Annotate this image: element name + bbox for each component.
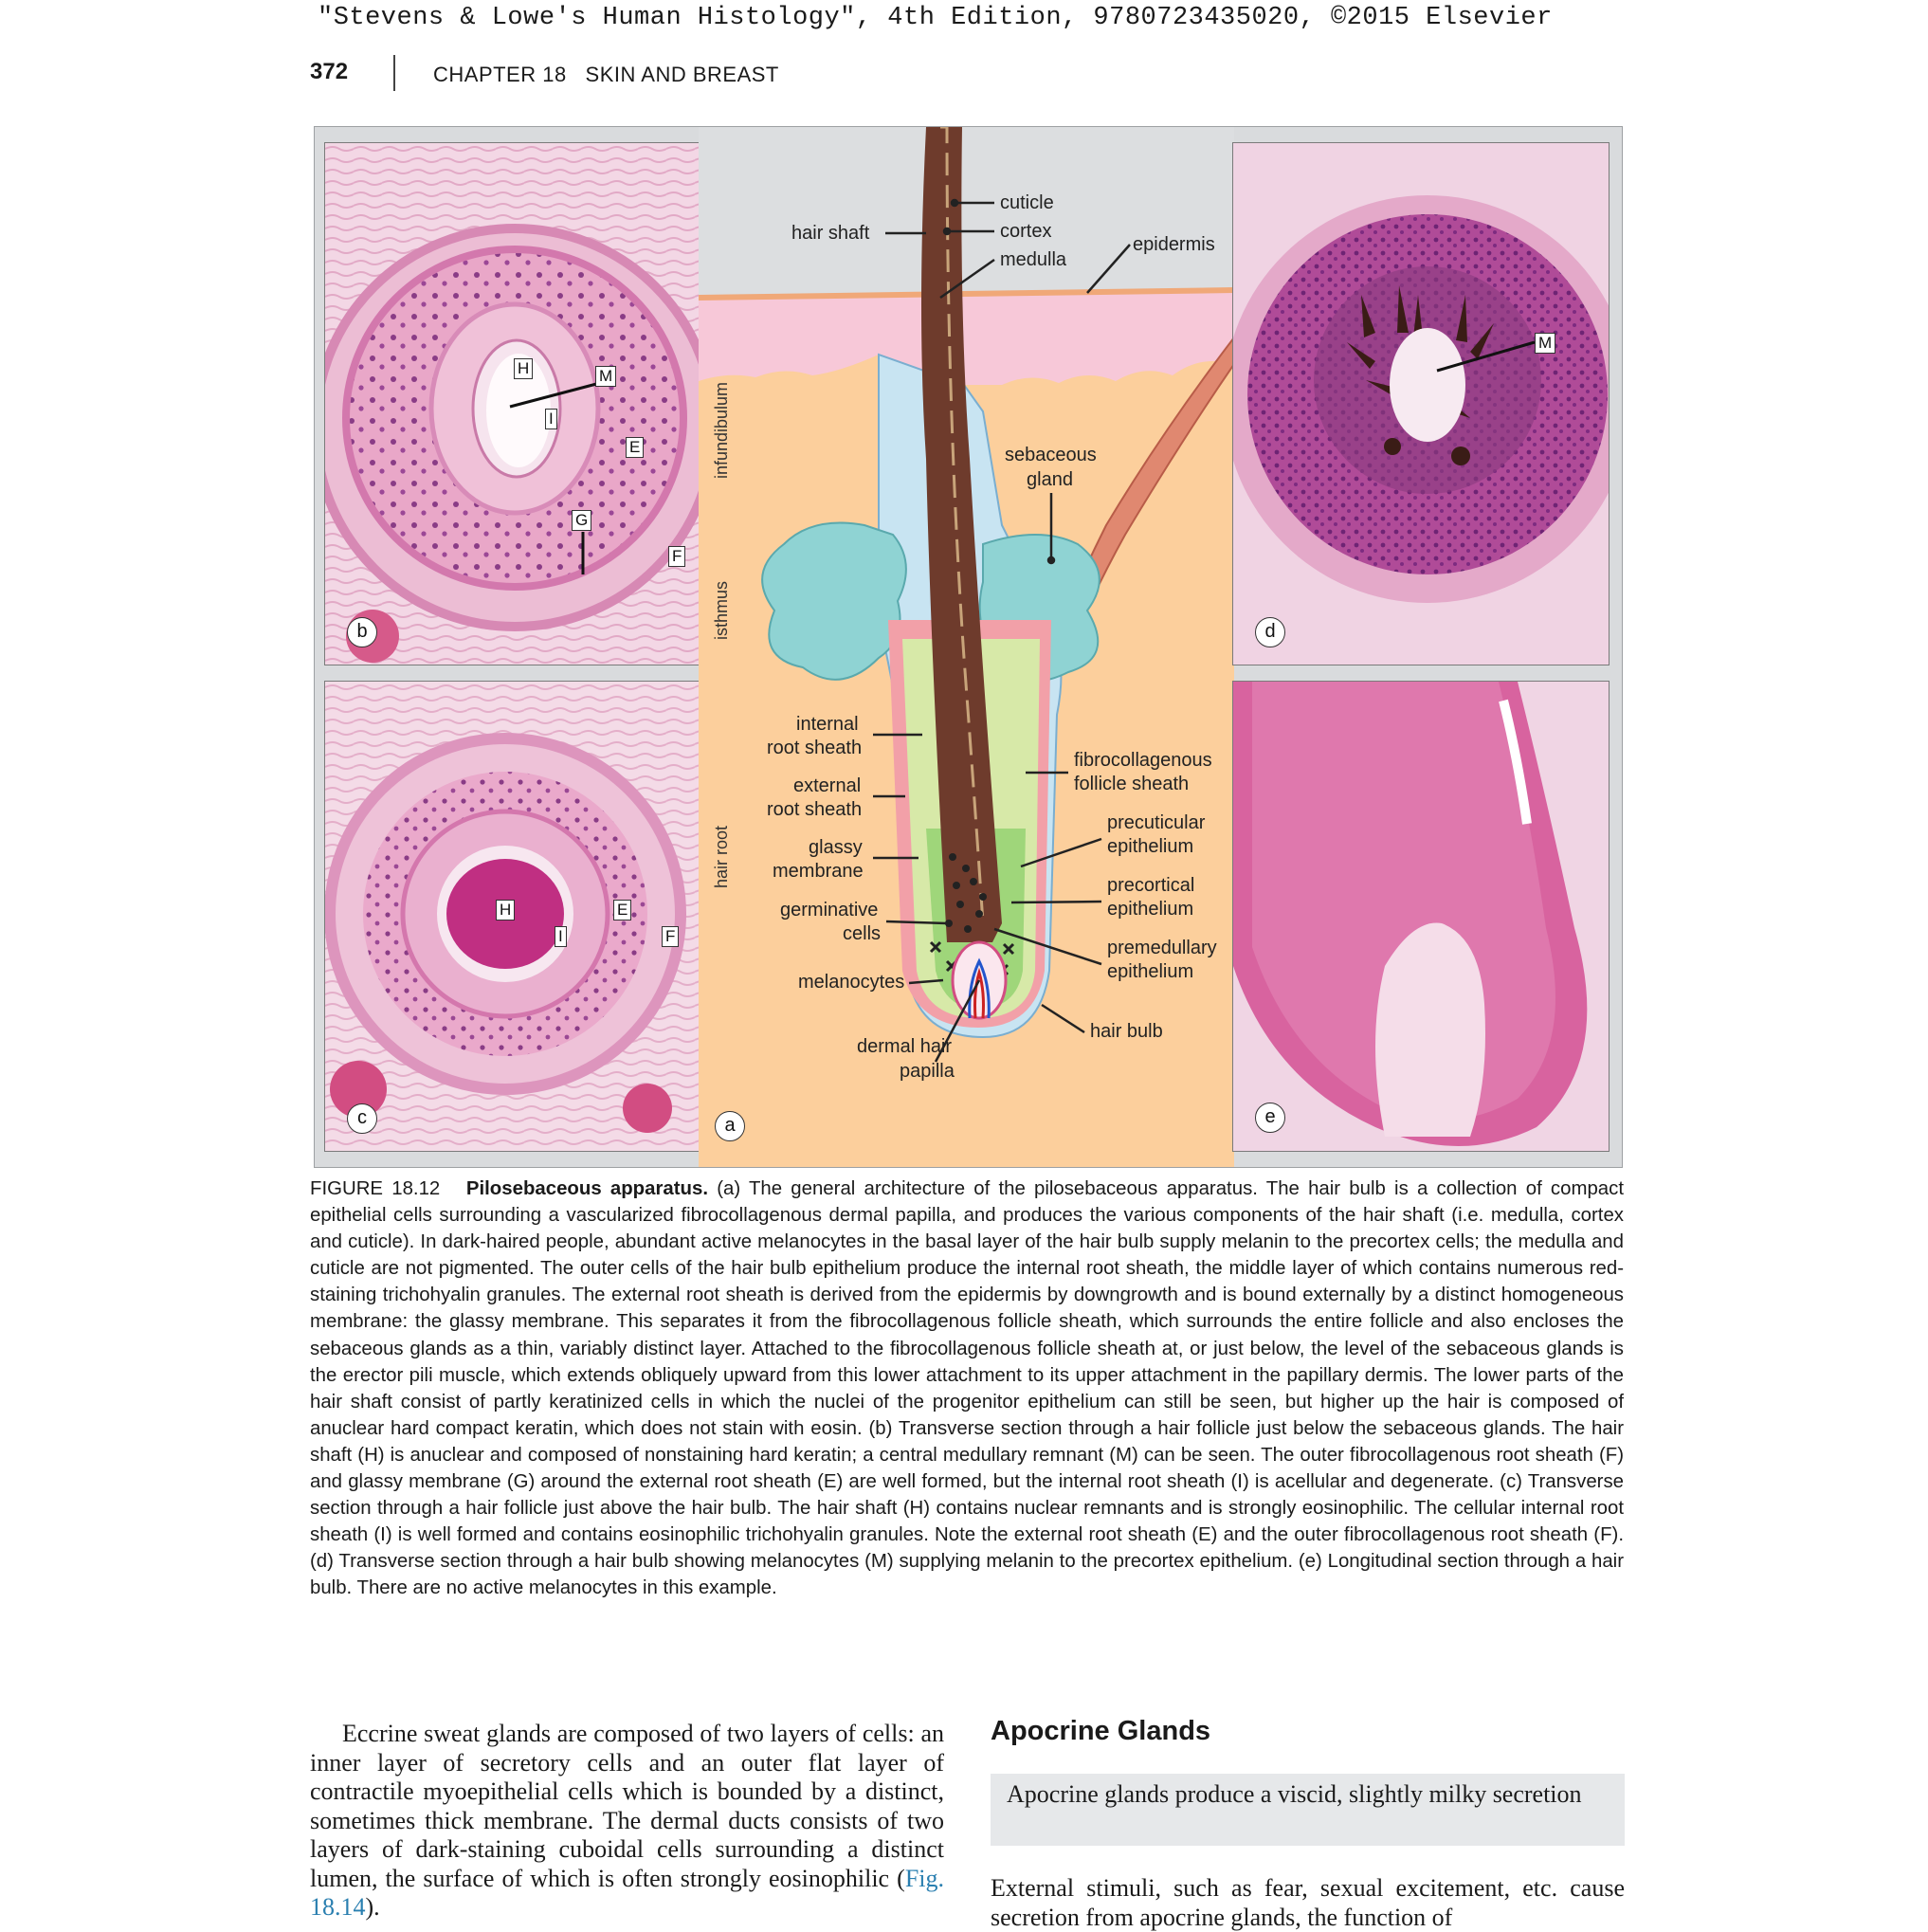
label-F: F [662, 926, 679, 947]
label-internal-2: root sheath [767, 738, 863, 758]
panel-e-image [1233, 682, 1610, 1152]
label-hair-shaft: hair shaft [791, 223, 870, 244]
panel-b-micrograph [324, 142, 700, 665]
label-cuticle: cuticle [1000, 192, 1054, 213]
label-I: I [555, 926, 567, 947]
panel-b-letter: b [347, 617, 377, 647]
label-I: I [545, 409, 557, 429]
section-heading: Apocrine Glands [991, 1716, 1211, 1746]
label-hair-bulb: hair bulb [1090, 1021, 1163, 1042]
page-number: 372 [310, 59, 349, 84]
label-dermal-2: papilla [900, 1061, 955, 1082]
label-fibro-1: fibrocollagenous [1074, 750, 1212, 771]
panel-c-micrograph [324, 681, 700, 1152]
label-premedullary-1: premedullary [1107, 938, 1217, 958]
label-M: M [1535, 333, 1555, 354]
label-fibro-2: follicle sheath [1074, 774, 1190, 794]
label-glassy-1: glassy [809, 837, 863, 858]
paragraph-eccrine: Eccrine sweat glands are composed of two layers of cells: an inner layer of secretory cells and an outer flat layer of contractile myoepithelial cells which is bounded by a distinct, sometimes thick membrane. The dermal ducts consists of two layers of dark-staining cuboidal cells surrounding a distinct lumen, the surface of which is often strongly eosinophilic ( [310, 1720, 944, 1892]
label-germinative-2: cells [843, 923, 882, 944]
paragraph-apocrine: External stimuli, such as fear, sexual excitement, etc. cause secretion from apocrine glands, the function of [991, 1874, 1625, 1931]
label-F: F [668, 546, 685, 567]
panel-e-micrograph [1232, 681, 1610, 1152]
label-premedullary-2: epithelium [1107, 961, 1194, 982]
panel-a-diagram [699, 127, 1234, 1167]
label-cortex: cortex [1000, 221, 1052, 242]
caption-text: (a) The general architecture of the pilosebaceous apparatus. The hair bulb is a collection of compact epithelial cells surrounding a vascularized fibrocollagenous dermal papilla, and produces the various components of the hair shaft (i.e. medulla, cortex and cuticle). In dark-haired people, abundant active melanocytes in the basal layer of the hair bulb supply melanin to the precortex cells; the medulla and cuticle are not pigmented. The outer cells of the hair bulb epithelium produce the internal root sheath, the middle layer of which contains numerous red-staining trichohyalin granules. The external root sheath is derived from the epidermis by downgrowth and is bound externally by a distinct homogeneous membrane: the glassy membrane. This separates it from the fibrocollagenous follicle sheath, which surrounds the entire follicle and also encloses the sebaceous glands as a thin, variably distinct layer. Attached to the fibrocollagenous follicle sheath at, or just below, the level of the sebaceous glands is the erector pili muscle, which extends obliquely upward from this lower attachment to its upper attachment in the papillary dermis. The lower parts of the hair shaft consist of partly keratinized cells in which the nuclei of the progenitor epithelium can still be seen, but higher up the hair is composed of anuclear hard compact keratin, which does not stain with eosin. (b) Transverse section through a hair follicle just below the sebaceous glands. The hair shaft (H) is anuclear and composed of nonstaining hard keratin; a central medullary remnant (M) can be seen. The outer fibrocollagenous root sheath (F) and glassy membrane (G) around the external root sheath (E) are well formed, but the internal root sheath (I) is acellular and degenerate. (c) Transverse section through a hair follicle just above the hair bulb. The hair shaft (H) contains nuclear remnants and is strongly eosinophilic. The cellular internal root sheath (I) is well formed and contains eosinophilic trichohyalin granules. Note the external root sheath (E) and the outer fibrocollagenous root sheath (F). (d) Transverse section through a hair bulb showing melanocytes (M) supplying melanin to the precortex epithelium. (e) Longitudinal section through a hair bulb. There are no active melanocytes in this example. [310, 1178, 1624, 1599]
label-external-2: root sheath [767, 799, 863, 820]
source-citation: "Stevens & Lowe's Human Histology", 4th Edition, 9780723435020, ©2015 Elsevier [318, 4, 1553, 32]
label-E: E [626, 437, 644, 458]
body-text-right [991, 1874, 1625, 1932]
figure-caption [310, 1176, 1624, 1602]
label-precuticular-1: precuticular [1107, 812, 1206, 833]
panel-b-image [325, 143, 700, 665]
body-text-left [310, 1720, 944, 1923]
label-epidermis: epidermis [1133, 234, 1215, 255]
label-M: M [595, 366, 616, 387]
label-glassy-2: membrane [773, 861, 864, 882]
panel-d-image [1233, 143, 1610, 665]
caption-label: FIGURE 18.12 [310, 1178, 441, 1199]
label-external-1: external [793, 775, 862, 796]
panel-a-letter: a [715, 1111, 745, 1141]
label-infundibulum: infundibulum [712, 381, 731, 480]
paragraph-tail: ). [365, 1893, 380, 1921]
figure-reference-link[interactable]: Fig. 18.14 [310, 1864, 944, 1921]
panel-d-letter: d [1255, 617, 1285, 647]
label-precortical-1: precortical [1107, 875, 1195, 896]
label-G: G [572, 510, 591, 531]
header-divider [393, 55, 395, 91]
key-point-text: Apocrine glands produce a viscid, slightly milky secretion [1007, 1780, 1582, 1808]
label-H: H [496, 900, 515, 920]
label-internal-1: internal [796, 714, 859, 735]
panel-d-micrograph [1232, 142, 1610, 665]
chapter-title: CHAPTER 18 SKIN AND BREAST [433, 63, 779, 86]
label-hair-root: hair root [712, 825, 731, 889]
panel-e-letter: e [1255, 1103, 1285, 1133]
label-melanocytes: melanocytes [798, 972, 905, 993]
label-sebaceous-2: gland [1027, 469, 1073, 490]
label-dermal-1: dermal hair [857, 1036, 953, 1057]
label-sebaceous-1: sebaceous [1005, 445, 1097, 465]
label-isthmus: isthmus [712, 580, 731, 641]
label-precortical-2: epithelium [1107, 899, 1194, 920]
label-precuticular-2: epithelium [1107, 836, 1194, 857]
pilosebaceous-diagram [699, 127, 1234, 1167]
label-E: E [613, 900, 631, 920]
label-germinative-1: germinative [780, 900, 879, 920]
label-medulla: medulla [1000, 249, 1067, 270]
label-H: H [514, 358, 533, 379]
caption-title: Pilosebaceous apparatus. [465, 1178, 708, 1199]
panel-c-letter: c [347, 1103, 377, 1134]
